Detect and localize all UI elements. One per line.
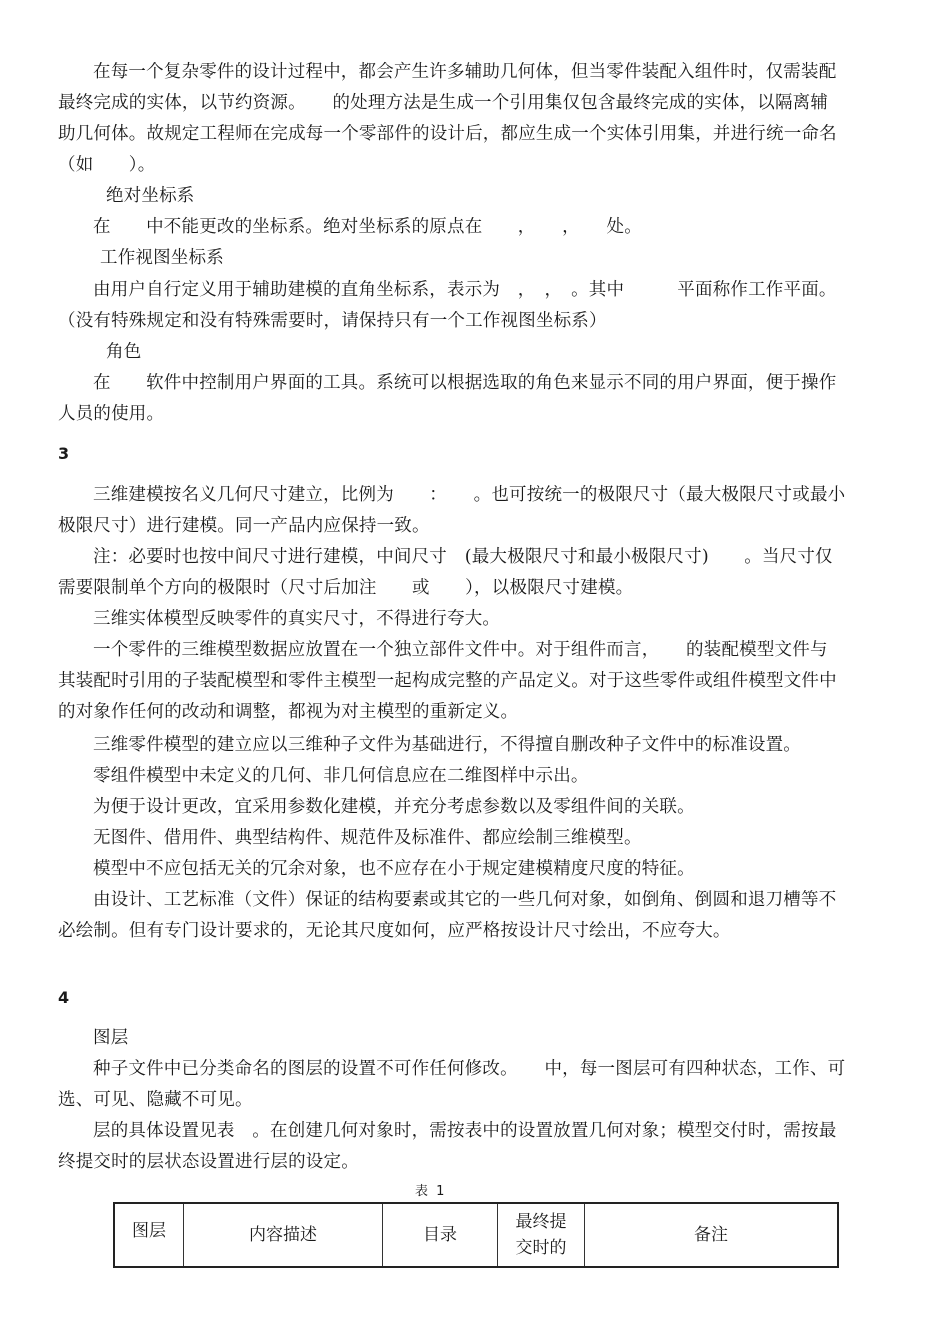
- section-3-heading: 3: [58, 444, 187, 463]
- paragraph-line: 极限尺寸）进行建模。同一产品内应保持一致。: [58, 516, 430, 536]
- header-cell-final-state: [498, 1203, 585, 1267]
- header-cell-remarks: 备注: [585, 1203, 839, 1267]
- paragraph-line: 零组件模型中未定义的几何、非几何信息应在二维图样中示出。: [93, 766, 589, 786]
- paragraph-line: 的对象作任何的改动和调整，都视为对主模型的重新定义。: [58, 702, 519, 722]
- paragraph-line: 由设计、工艺标准（文件）保证的结构要素或其它的一些几何对象，如倒角、倒圆和退刀槽等不: [93, 890, 837, 910]
- paragraph-line: 三维实体模型反映零件的真实尺寸，不得进行夸大。: [93, 609, 501, 629]
- paragraph-line: 层的具体设置见表 。在创建几何对象时，需按表中的设置放置几何对象；模型交付时，需按最: [93, 1121, 837, 1141]
- paragraph-line: 三维建模按名义几何尺寸建立，比例为 ： 。也可按统一的极限尺寸（最大极限尺寸或最小: [93, 485, 846, 505]
- paragraph-line: 必绘制。但有专门设计要求的，无论其尺度如何，应严格按设计尺寸绘出，不应夸大。: [58, 921, 731, 941]
- subheading-layer: 图层: [93, 1028, 129, 1048]
- header-cell-final-state-line1: 最终提: [515, 1212, 567, 1232]
- layer-settings-table: [113, 1202, 839, 1268]
- header-cell-final-state-line2: 交时的: [515, 1238, 567, 1258]
- paragraph-line: 终提交时的层状态设置进行层的设定。: [58, 1152, 359, 1172]
- paragraph-line: （如 ）。: [58, 155, 156, 175]
- paragraph-line: 最终完成的实体，以节约资源。 的处理方法是生成一个引用集仅包含最终完成的实体，以隔离辅: [58, 93, 829, 113]
- paragraph-line: （没有特殊规定和没有特殊需要时，请保持只有一个工作视图坐标系）: [58, 311, 607, 331]
- subheading-work-view-coordinate: 工作视图坐标系: [100, 248, 224, 268]
- header-cell-directory: 目录: [383, 1203, 498, 1267]
- table-caption: 表 1: [415, 1184, 513, 1199]
- paragraph-line: 需要限制单个方向的极限时（尺寸后加注 或 ），以极限尺寸建模。: [58, 578, 634, 598]
- header-cell-layer: 图层: [114, 1203, 184, 1267]
- paragraph-line: 在 软件中控制用户界面的工具。系统可以根据选取的角色来显示不同的用户界面，便于操作: [93, 373, 837, 393]
- paragraph-line: 模型中不应包括无关的冗余对象，也不应存在小于规定建模精度尺度的特征。: [93, 859, 695, 879]
- paragraph-line: 在每一个复杂零件的设计过程中，都会产生许多辅助几何体，但当零件装配入组件时，仅需装配: [93, 62, 837, 82]
- section-4-heading: 4: [58, 988, 151, 1007]
- paragraph-line: 助几何体。故规定工程师在完成每一个零部件的设计后，都应生成一个实体引用集，并进行统一命名: [58, 124, 837, 144]
- paragraph-line: 种子文件中已分类命名的图层的设置不可作任何修改。 中，每一图层可有四种状态，工作、可: [93, 1059, 846, 1079]
- subheading-absolute-coordinate: 绝对坐标系: [106, 186, 195, 206]
- table-header-row: [114, 1203, 838, 1267]
- paragraph-line: 为便于设计更改，宜采用参数化建模，并充分考虑参数以及零组件间的关联。: [93, 797, 695, 817]
- paragraph-line: 无图件、借用件、典型结构件、规范件及标准件、都应绘制三维模型。: [93, 828, 642, 848]
- paragraph-line: 人员的使用。: [58, 404, 165, 424]
- header-cell-description: 内容描述: [184, 1203, 383, 1267]
- paragraph-line: 选、可见、隐藏不可见。: [58, 1090, 253, 1110]
- paragraph-line: 由用户自行定义用于辅助建模的直角坐标系，表示为 ， ， 。其中 平面称作工作平面。: [93, 280, 837, 300]
- note-line: 注：必要时也按中间尺寸进行建模，中间尺寸 (最大极限尺寸和最小极限尺寸) 。当尺寸仅: [93, 547, 833, 567]
- paragraph-line: 其装配时引用的子装配模型和零件主模型一起构成完整的产品定义。对于这些零件或组件模型文件中: [58, 671, 837, 691]
- paragraph-line: 在 中不能更改的坐标系。绝对坐标系的原点在 ， ， 处。: [93, 217, 642, 237]
- paragraph-line: 三维零件模型的建立应以三维种子文件为基础进行，不得擅自删改种子文件中的标准设置。: [93, 735, 801, 755]
- paragraph-line: 一个零件的三维模型数据应放置在一个独立部件文件中。对于组件而言， 的装配模型文件与: [93, 640, 828, 660]
- subheading-role: 角色: [106, 342, 142, 362]
